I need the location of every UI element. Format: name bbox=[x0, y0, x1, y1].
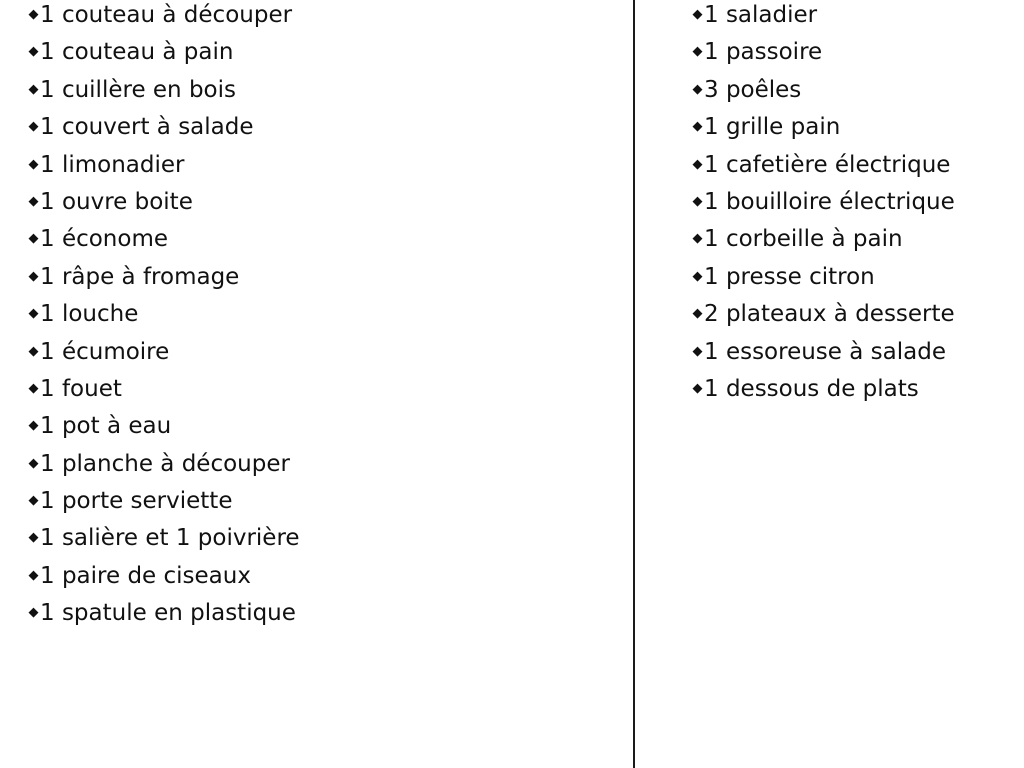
list-item bbox=[692, 299, 1012, 336]
list-item bbox=[692, 37, 1012, 74]
list-item-text: 1 limonadier bbox=[40, 151, 185, 178]
diamond-bullet-icon: ◆ bbox=[692, 119, 703, 135]
diamond-bullet-icon: ◆ bbox=[28, 231, 39, 247]
list-item bbox=[28, 150, 618, 187]
list-item bbox=[28, 411, 618, 448]
list-item-text: 1 ouvre boite bbox=[40, 188, 193, 215]
list-item bbox=[692, 75, 1012, 112]
diamond-bullet-icon: ◆ bbox=[28, 605, 39, 621]
diamond-bullet-icon: ◆ bbox=[692, 380, 703, 396]
list-item bbox=[28, 112, 618, 149]
list-item bbox=[28, 486, 618, 523]
diamond-bullet-icon: ◆ bbox=[28, 268, 39, 284]
list-item-text: 1 bouilloire électrique bbox=[704, 188, 955, 215]
list-item-text: 1 couteau à découper bbox=[40, 2, 293, 28]
list-item-text: 1 corbeille à pain bbox=[704, 226, 903, 253]
list-item bbox=[28, 449, 618, 486]
diamond-bullet-icon: ◆ bbox=[28, 493, 39, 509]
diamond-bullet-icon: ◆ bbox=[692, 231, 703, 247]
diamond-bullet-icon: ◆ bbox=[28, 418, 39, 434]
diamond-bullet-icon: ◆ bbox=[692, 81, 703, 97]
list-item-text: 1 salière et 1 poivrière bbox=[40, 525, 300, 552]
list-item bbox=[692, 224, 1012, 261]
list-item-text: 1 cuillère en bois bbox=[40, 76, 236, 103]
list-item-text: 1 râpe à fromage bbox=[40, 263, 240, 290]
left-item-list bbox=[28, 0, 618, 636]
list-item-text: 1 couteau à pain bbox=[40, 39, 234, 66]
right-item-list bbox=[692, 0, 1012, 411]
list-item bbox=[692, 150, 1012, 187]
list-item bbox=[28, 299, 618, 336]
list-item bbox=[692, 337, 1012, 374]
diamond-bullet-icon: ◆ bbox=[28, 530, 39, 546]
diamond-bullet-icon: ◆ bbox=[28, 455, 39, 471]
list-item bbox=[28, 337, 618, 374]
list-item bbox=[692, 0, 1012, 37]
list-item bbox=[28, 523, 618, 560]
list-item-text: 1 saladier bbox=[704, 2, 818, 28]
list-item-text: 1 presse citron bbox=[704, 263, 875, 290]
list-item-text: 1 fouet bbox=[40, 375, 122, 402]
list-item-text: 1 économe bbox=[40, 226, 169, 253]
diamond-bullet-icon: ◆ bbox=[692, 7, 703, 22]
list-item-text: 1 essoreuse à salade bbox=[704, 338, 946, 365]
list-item bbox=[28, 598, 618, 635]
list-item bbox=[28, 37, 618, 74]
diamond-bullet-icon: ◆ bbox=[28, 119, 39, 135]
list-item-text: 1 passoire bbox=[704, 39, 823, 66]
diamond-bullet-icon: ◆ bbox=[28, 567, 39, 583]
list-item bbox=[28, 187, 618, 224]
diamond-bullet-icon: ◆ bbox=[692, 343, 703, 359]
list-item-text: 1 dessous de plats bbox=[704, 375, 919, 402]
list-item bbox=[28, 374, 618, 411]
list-item bbox=[692, 187, 1012, 224]
diamond-bullet-icon: ◆ bbox=[28, 193, 39, 209]
diamond-bullet-icon: ◆ bbox=[28, 7, 39, 22]
list-item bbox=[28, 0, 618, 37]
list-item bbox=[692, 374, 1012, 411]
list-item-text: 2 plateaux à desserte bbox=[704, 301, 955, 328]
diamond-bullet-icon: ◆ bbox=[28, 343, 39, 359]
list-item bbox=[692, 112, 1012, 149]
diamond-bullet-icon: ◆ bbox=[692, 193, 703, 209]
list-item bbox=[692, 262, 1012, 299]
list-item-text: 1 écumoire bbox=[40, 338, 170, 365]
diamond-bullet-icon: ◆ bbox=[28, 380, 39, 396]
list-item-text: 1 couvert à salade bbox=[40, 114, 254, 141]
list-item bbox=[28, 561, 618, 598]
diamond-bullet-icon: ◆ bbox=[692, 156, 703, 172]
diamond-bullet-icon: ◆ bbox=[692, 306, 703, 322]
list-item-text: 1 grille pain bbox=[704, 114, 841, 141]
list-item-text: 1 paire de ciseaux bbox=[40, 562, 251, 589]
list-item bbox=[28, 224, 618, 261]
diamond-bullet-icon: ◆ bbox=[28, 306, 39, 322]
list-item-text: 1 planche à découper bbox=[40, 450, 290, 477]
list-item-text: 1 cafetière électrique bbox=[704, 151, 951, 178]
list-item-text: 1 louche bbox=[40, 301, 139, 328]
column-divider bbox=[633, 0, 635, 768]
list-item-text: 1 spatule en plastique bbox=[40, 600, 296, 627]
diamond-bullet-icon: ◆ bbox=[28, 81, 39, 97]
list-item bbox=[28, 75, 618, 112]
diamond-bullet-icon: ◆ bbox=[28, 156, 39, 172]
list-item-text: 3 poêles bbox=[704, 76, 802, 103]
diamond-bullet-icon: ◆ bbox=[692, 268, 703, 284]
list-item bbox=[28, 262, 618, 299]
list-item-text: 1 pot à eau bbox=[40, 413, 172, 440]
diamond-bullet-icon: ◆ bbox=[692, 44, 703, 60]
diamond-bullet-icon: ◆ bbox=[28, 44, 39, 60]
list-item-text: 1 porte serviette bbox=[40, 488, 233, 515]
